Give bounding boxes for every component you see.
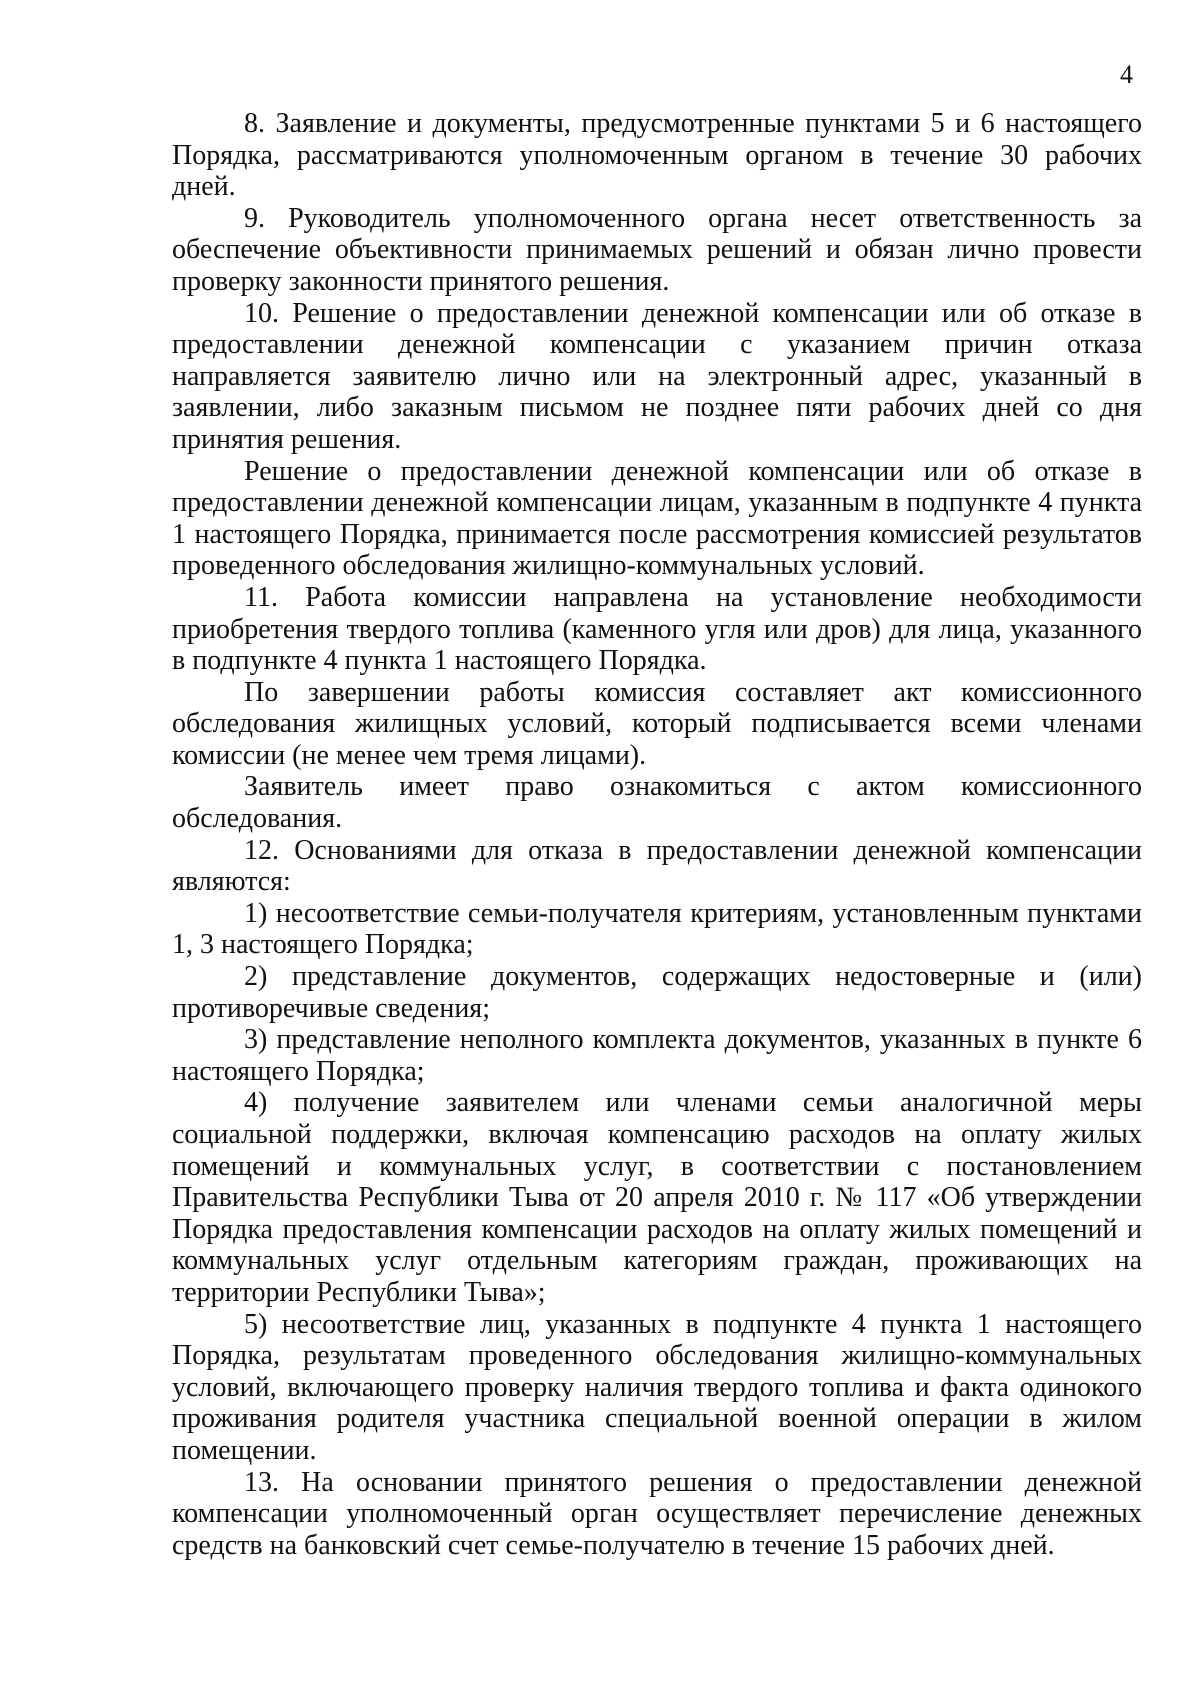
- list-item-12-2: 2) представление документов, содержащих недостоверные и (или) противоречивые сведения;: [172, 961, 1142, 1024]
- paragraph-10-decision: Решение о предоставлении денежной компенсации или об отказе в предоставлении денежной компенсации лицам, указанным в подпункте 4 пункта 1 настоящего Порядка, принимается после рассмотрения комиссией результатов проведенного обследования жилищно-коммунальных условий.: [172, 455, 1142, 582]
- paragraph-11-act: По завершении работы комиссия составляет акт комиссионного обследования жилищных условий, который подписывается всеми членами комиссии (не менее чем тремя лицами).: [172, 676, 1142, 771]
- list-item-12-3: 3) представление неполного комплекта документов, указанных в пункте 6 настоящего Порядка;: [172, 1024, 1142, 1087]
- paragraph-8: 8. Заявление и документы, предусмотренные пунктами 5 и 6 настоящего Порядка, рассматриваются уполномоченным органом в течение 30 рабочих дней.: [172, 108, 1142, 203]
- paragraph-13: 13. На основании принятого решения о предоставлении денежной компенсации уполномоченный орган осуществляет перечисление денежных средств на банковский счет семье-получателю в течение 15 рабочих дней.: [172, 1466, 1142, 1561]
- paragraph-12: 12. Основаниями для отказа в предоставлении денежной компенсации являются:: [172, 834, 1142, 898]
- paragraph-10: 10. Решение о предоставлении денежной компенсации или об отказе в предоставлении денежной компенсации с указанием причин отказа направляется заявителю лично или на электронный адрес, указанный в заявлении, либо заказным письмом не позднее пяти рабочих дней со дня принятия решения.: [172, 297, 1142, 455]
- document-body: [172, 108, 1142, 1561]
- list-item-12-5: 5) несоответствие лиц, указанных в подпункте 4 пункта 1 настоящего Порядка, результатам проведенного обследования жилищно-коммунальных условий, включающего проверку наличия твердого топлива и факта одинокого проживания родителя участника специальной военной операции в жилом помещении.: [172, 1308, 1142, 1466]
- list-item-12-1: 1) несоответствие семьи-получателя критериям, установленным пунктами 1, 3 настоящего Порядка;: [172, 897, 1142, 961]
- list-item-12-4: 4) получение заявителем или членами семьи аналогичной меры социальной поддержки, включая компенсацию расходов на оплату жилых помещений и коммунальных услуг, в соответствии с постановлением Правительства Республики Тыва от 20 апреля 2010 г. № 117 «Об утверждении Порядка предоставления компенсации расходов на оплату жилых помещений и коммунальных услуг отдельным категориям граждан, проживающих на территории Республики Тыва»;: [172, 1087, 1142, 1308]
- paragraph-9: 9. Руководитель уполномоченного органа несет ответственность за обеспечение объективности принимаемых решений и обязан лично провести проверку законности принятого решения.: [172, 202, 1142, 297]
- page-number: 4: [1120, 60, 1133, 89]
- paragraph-11-applicant-right: Заявитель имеет право ознакомиться с актом комиссионного обследования.: [172, 771, 1142, 835]
- paragraph-11: 11. Работа комиссии направлена на установление необходимости приобретения твердого топлива (каменного угля или дров) для лица, указанного в подпункте 4 пункта 1 настоящего Порядка.: [172, 581, 1142, 677]
